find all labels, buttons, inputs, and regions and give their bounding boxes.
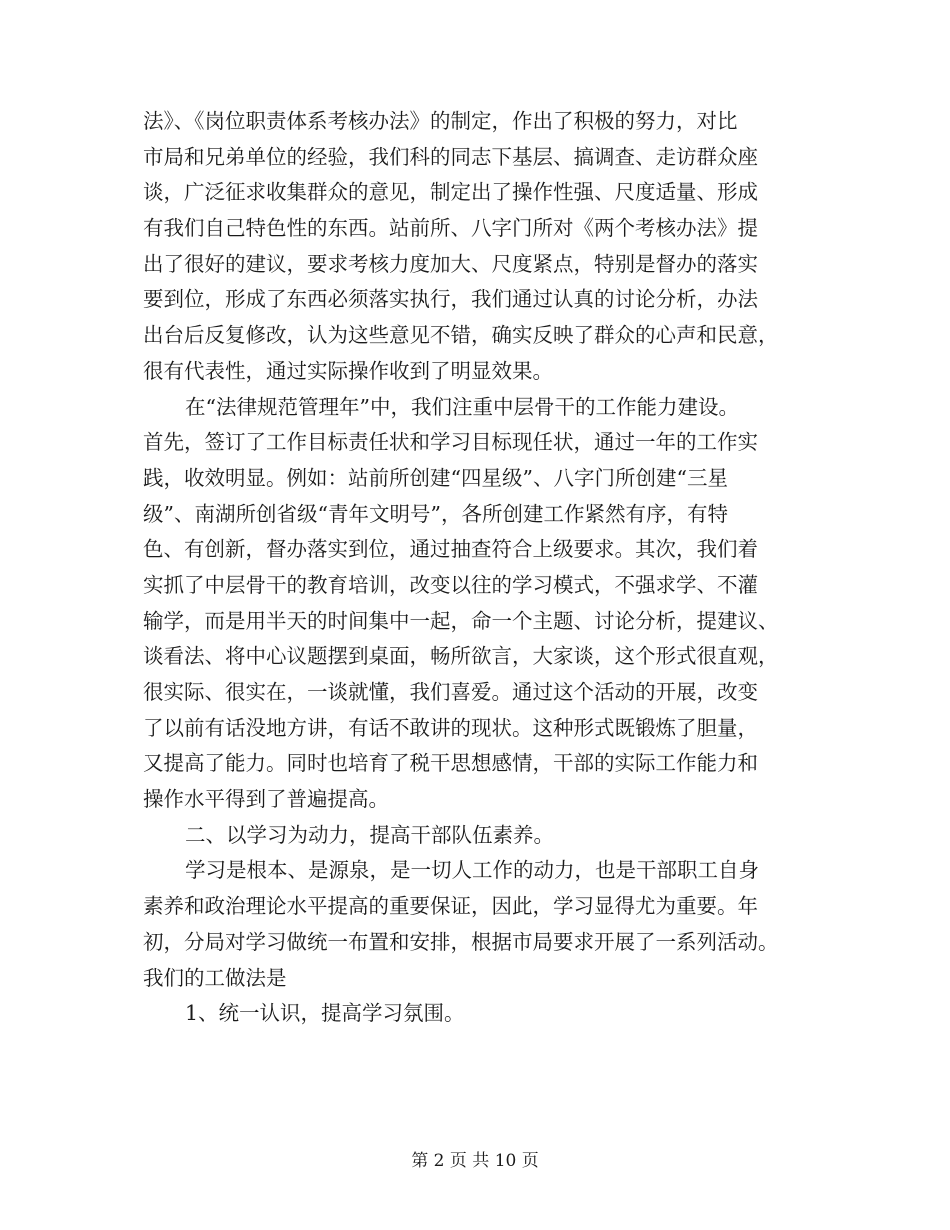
text-line: 很有代表性，通过实际操作收到了明显效果。: [143, 358, 553, 383]
text-line: 市局和兄弟单位的经验，我们科的同志下基层、搞调查、走访群众座: [143, 144, 758, 169]
text-line: 出台后反复修改，认为这些意见不错，确实反映了群众的心声和民意，: [143, 323, 779, 348]
text-line: 首先，签订了工作目标责任状和学习目标现任状，通过一年的工作实: [143, 430, 758, 455]
text-line: 在“法律规范管理年”中，我们注重中层骨干的工作能力建设。: [185, 394, 739, 419]
text-line: 输学，而是用半天的时间集中一起，命一个主题、讨论分析，提建议、: [143, 608, 779, 633]
text-line: 法》、《岗位职责体系考核办法》的制定，作出了积极的努力，对比: [143, 109, 738, 133]
text-line: 出了很好的建议，要求考核力度加大、尺度紧点，特别是督办的落实: [143, 251, 758, 276]
text-line: 很实际、很实在，一谈就懂，我们喜爱。通过这个活动的开展，改变: [143, 680, 758, 704]
text-line: 级”、南湖所创省级“青年文明号”，各所创建工作紧然有序，有特: [143, 501, 728, 526]
text-line: 谈看法、将中心议题摆到桌面，畅所欲言，大家谈，这个形式很直观，: [143, 644, 779, 669]
document-body: [143, 104, 811, 1032]
text-line: 初，分局对学习做统一布置和安排，根据市局要求开展了一系列活动。: [143, 929, 779, 954]
text-line: 素养和政治理论水平提高的重要保证，因此，学习显得尤为重要。年: [143, 894, 758, 919]
text-line: 色、有创新，督办落实到位，通过抽查符合上级要求。其次，我们着: [143, 537, 758, 562]
page-footer: 第 2 页 共 10 页: [411, 1151, 539, 1171]
text-line: 二、以学习为动力，提高干部队伍素养。: [185, 822, 554, 847]
text-line: 学习是根本、是源泉，是一切人工作的动力，也是干部职工自身: [185, 858, 759, 883]
text-line: 有我们自己特色性的东西。站前所、八字门所对《两个考核办法》提: [143, 216, 758, 241]
text-line: 践，收效明显。例如：站前所创建“四星级”、八字门所创建“三星: [143, 465, 728, 490]
text-line: 我们的工做法是: [143, 965, 287, 990]
text-line: 了以前有话没地方讲，有话不敢讲的现状。这种形式既锻炼了胆量，: [143, 715, 758, 740]
text-line: 谈，广泛征求收集群众的意见，制定出了操作性强、尺度适量、形成: [143, 180, 758, 205]
text-line: 又提高了能力。同时也培育了税干思想感情，干部的实际工作能力和: [143, 751, 758, 776]
text-line: 操作水平得到了普遍提高。: [143, 787, 389, 812]
text-line: 1、统一认识，提高学习氛围。: [185, 1001, 465, 1026]
text-line: 实抓了中层骨干的教育培训，改变以往的学习模式，不强求学、不灌: [143, 572, 758, 597]
text-line: 要到位，形成了东西必须落实执行，我们通过认真的讨论分析，办法: [143, 287, 758, 312]
